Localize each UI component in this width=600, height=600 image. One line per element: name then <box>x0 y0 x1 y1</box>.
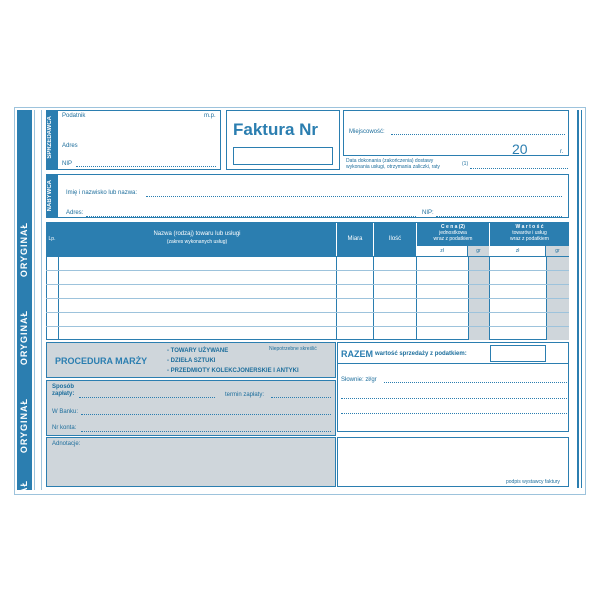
col-value-gr: gr <box>546 246 569 256</box>
payment-method-field[interactable] <box>79 397 215 398</box>
buyer-side-tab <box>46 174 57 218</box>
col-unitprice-zl: zł <box>417 246 468 256</box>
table-row[interactable] <box>46 270 569 284</box>
table-row[interactable] <box>46 256 569 270</box>
col-unitprice-sub2: wraz z podatkiem <box>433 236 473 242</box>
margin-item: - TOWARY UŻYWANE <box>167 348 229 354</box>
buyer-address-label: Adres: <box>66 210 84 216</box>
seller-side-tab <box>46 110 57 170</box>
buyer-name-label: Imię i nazwisko lub nazwa: <box>66 190 138 196</box>
payment-account-label: Nr konta: <box>52 425 77 431</box>
margin-procedure-title: PROCEDURA MARŻY <box>55 356 148 366</box>
seller-address-label: Adres <box>62 143 78 149</box>
col-unitprice-header <box>417 222 489 246</box>
place-field[interactable] <box>391 134 565 135</box>
col-unitprice-gr: gr <box>468 246 489 256</box>
table-row[interactable] <box>46 312 569 326</box>
buyer-nip-field[interactable] <box>436 216 562 217</box>
total-value-field[interactable] <box>490 345 546 362</box>
buyer-side-label: NABYWCA <box>47 180 53 212</box>
invoice-title-box <box>226 110 340 170</box>
table-row[interactable] <box>46 326 569 340</box>
place-date-box <box>343 110 569 156</box>
completion-footnote: (1) <box>462 161 469 167</box>
invoice-number-field[interactable] <box>233 147 333 165</box>
total-in-words-frame <box>337 364 569 432</box>
total-in-words-label: Słownie: zł/gr <box>341 377 377 383</box>
col-unitprice-title: C e n a <box>441 224 458 230</box>
original-label: ORYGINAŁ <box>19 398 29 454</box>
completion-date-field[interactable] <box>470 168 568 169</box>
payment-box <box>46 380 336 436</box>
year-prefix: 20 <box>512 141 528 157</box>
col-name-header <box>58 222 336 256</box>
payment-method-label2: zapłaty: <box>52 391 75 397</box>
col-value-sub: towarów i usług <box>512 230 547 236</box>
col-unitprice-marker: (2) <box>458 224 465 230</box>
seller-side-label: SPRZEDAWCA <box>47 116 53 159</box>
margin-strike-note: Niepotrzebne skreślić <box>269 346 317 352</box>
legal-microtext-strip <box>34 110 42 490</box>
payment-account-field[interactable] <box>81 431 331 432</box>
col-measure-header: Miara <box>337 222 373 256</box>
seller-mp-label: m.p. <box>204 113 216 119</box>
margin-item: - PRZEDMIOTY KOLEKCJONERSKIE I ANTYKI <box>167 368 299 374</box>
col-value-header <box>490 222 569 246</box>
payment-term-label: termin zapłaty: <box>225 392 265 398</box>
table-row[interactable] <box>46 284 569 298</box>
original-label: ORYGINAŁ <box>19 222 29 278</box>
buyer-address-field[interactable] <box>86 216 416 217</box>
buyer-name-field[interactable] <box>146 196 562 197</box>
place-label: Miejscowość: <box>349 129 385 135</box>
notes-label: Adnotacje: <box>52 441 81 447</box>
col-name-title: Nazwa (rodzaj) towaru lub usługi <box>153 231 241 237</box>
seller-nip-field[interactable] <box>76 166 216 167</box>
total-value-label: wartość sprzedaży z podatkiem: <box>375 351 467 357</box>
buyer-nip-label: NIP: <box>422 210 434 216</box>
original-side-strip <box>17 110 32 536</box>
col-value-zl: zł <box>490 246 546 256</box>
invoice-title: Faktura Nr <box>233 120 319 139</box>
buyer-box <box>57 174 569 218</box>
payment-bank-label: W Banku: <box>52 409 79 415</box>
payment-term-field[interactable] <box>271 397 331 398</box>
original-label: ORYGINAŁ <box>19 310 29 366</box>
notes-box[interactable] <box>46 437 336 487</box>
seller-taxpayer-label: Podatnik <box>62 113 86 119</box>
col-value-sub2: wraz z podatkiem <box>510 236 549 242</box>
original-label: ORYGINAŁ <box>19 480 29 536</box>
col-name-subtitle: (zakres wykonanych usług) <box>166 239 228 245</box>
margin-item: - DZIEŁA SZTUKI <box>167 358 216 364</box>
payment-bank-field[interactable] <box>81 414 331 415</box>
seller-box <box>57 110 221 170</box>
payment-method-label: Sposób <box>52 384 74 390</box>
col-qty-header: Ilość <box>374 222 416 256</box>
seller-nip-label: NIP <box>62 161 73 167</box>
completion-date-label2: wykonania usługi, otrzymania zaliczki, raty <box>346 164 440 170</box>
signature-label: podpis wystawcy faktury <box>506 479 560 485</box>
margin-procedure-box <box>46 342 336 378</box>
right-margin-line <box>577 110 579 488</box>
signature-box[interactable] <box>337 437 569 487</box>
table-row[interactable] <box>46 298 569 312</box>
col-lp-header: Lp. <box>46 222 58 256</box>
right-margin-line <box>581 110 582 488</box>
col-value-title: W a r t o ś ć <box>515 224 544 230</box>
total-razem-label: RAZEM <box>341 349 373 359</box>
col-unitprice-sub: jednostkowa <box>439 230 467 236</box>
total-box <box>337 342 569 364</box>
completion-date-label: Data dokonania (zakończenia) dostawy <box>346 158 434 164</box>
year-suffix: r. <box>560 149 564 155</box>
